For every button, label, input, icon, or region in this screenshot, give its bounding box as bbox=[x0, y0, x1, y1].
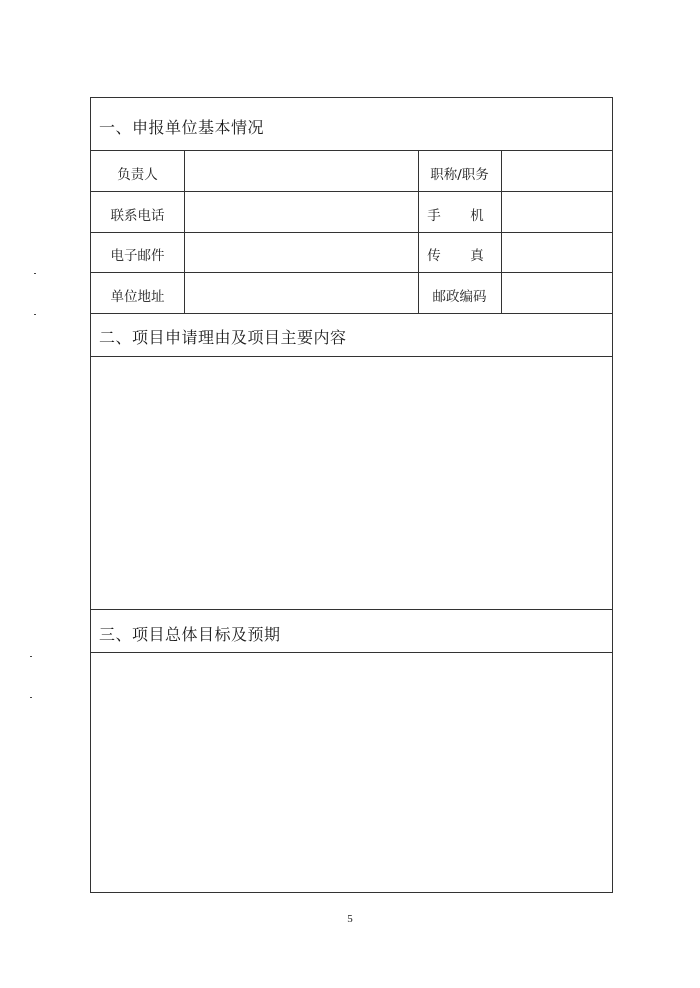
divider bbox=[91, 313, 612, 314]
scan-mark bbox=[34, 314, 36, 315]
email-field[interactable] bbox=[185, 233, 418, 272]
scan-mark bbox=[34, 273, 36, 274]
section3-title: 三、项目总体目标及预期 bbox=[99, 625, 281, 644]
label-address: 单位地址 bbox=[110, 289, 165, 305]
title-position-field[interactable] bbox=[502, 151, 612, 191]
label-postal-code: 邮政编码 bbox=[432, 289, 487, 305]
section2-title: 二、项目申请理由及项目主要内容 bbox=[99, 328, 347, 347]
page-number: 5 bbox=[347, 913, 353, 925]
address-field[interactable] bbox=[185, 273, 418, 313]
divider bbox=[91, 609, 612, 610]
phone-field[interactable] bbox=[185, 192, 418, 232]
fax-field[interactable] bbox=[502, 233, 612, 272]
label-phone: 联系电话 bbox=[110, 208, 165, 224]
label-email: 电子邮件 bbox=[110, 248, 165, 264]
project-goals-area[interactable] bbox=[91, 653, 612, 892]
label-contact-person: 负责人 bbox=[117, 167, 158, 183]
contact-person-field[interactable] bbox=[185, 151, 418, 191]
scan-mark bbox=[30, 656, 32, 657]
mobile-field[interactable] bbox=[502, 192, 612, 232]
postal-code-field[interactable] bbox=[502, 273, 612, 313]
label-title-position: 职称/职务 bbox=[430, 167, 489, 183]
application-form-table bbox=[90, 97, 613, 893]
section1-title: 一、申报单位基本情况 bbox=[99, 118, 265, 137]
label-mobile: 手 机 bbox=[427, 208, 492, 224]
project-reason-content-area[interactable] bbox=[91, 357, 612, 609]
scan-mark bbox=[30, 697, 32, 698]
label-fax: 传 真 bbox=[427, 248, 492, 264]
